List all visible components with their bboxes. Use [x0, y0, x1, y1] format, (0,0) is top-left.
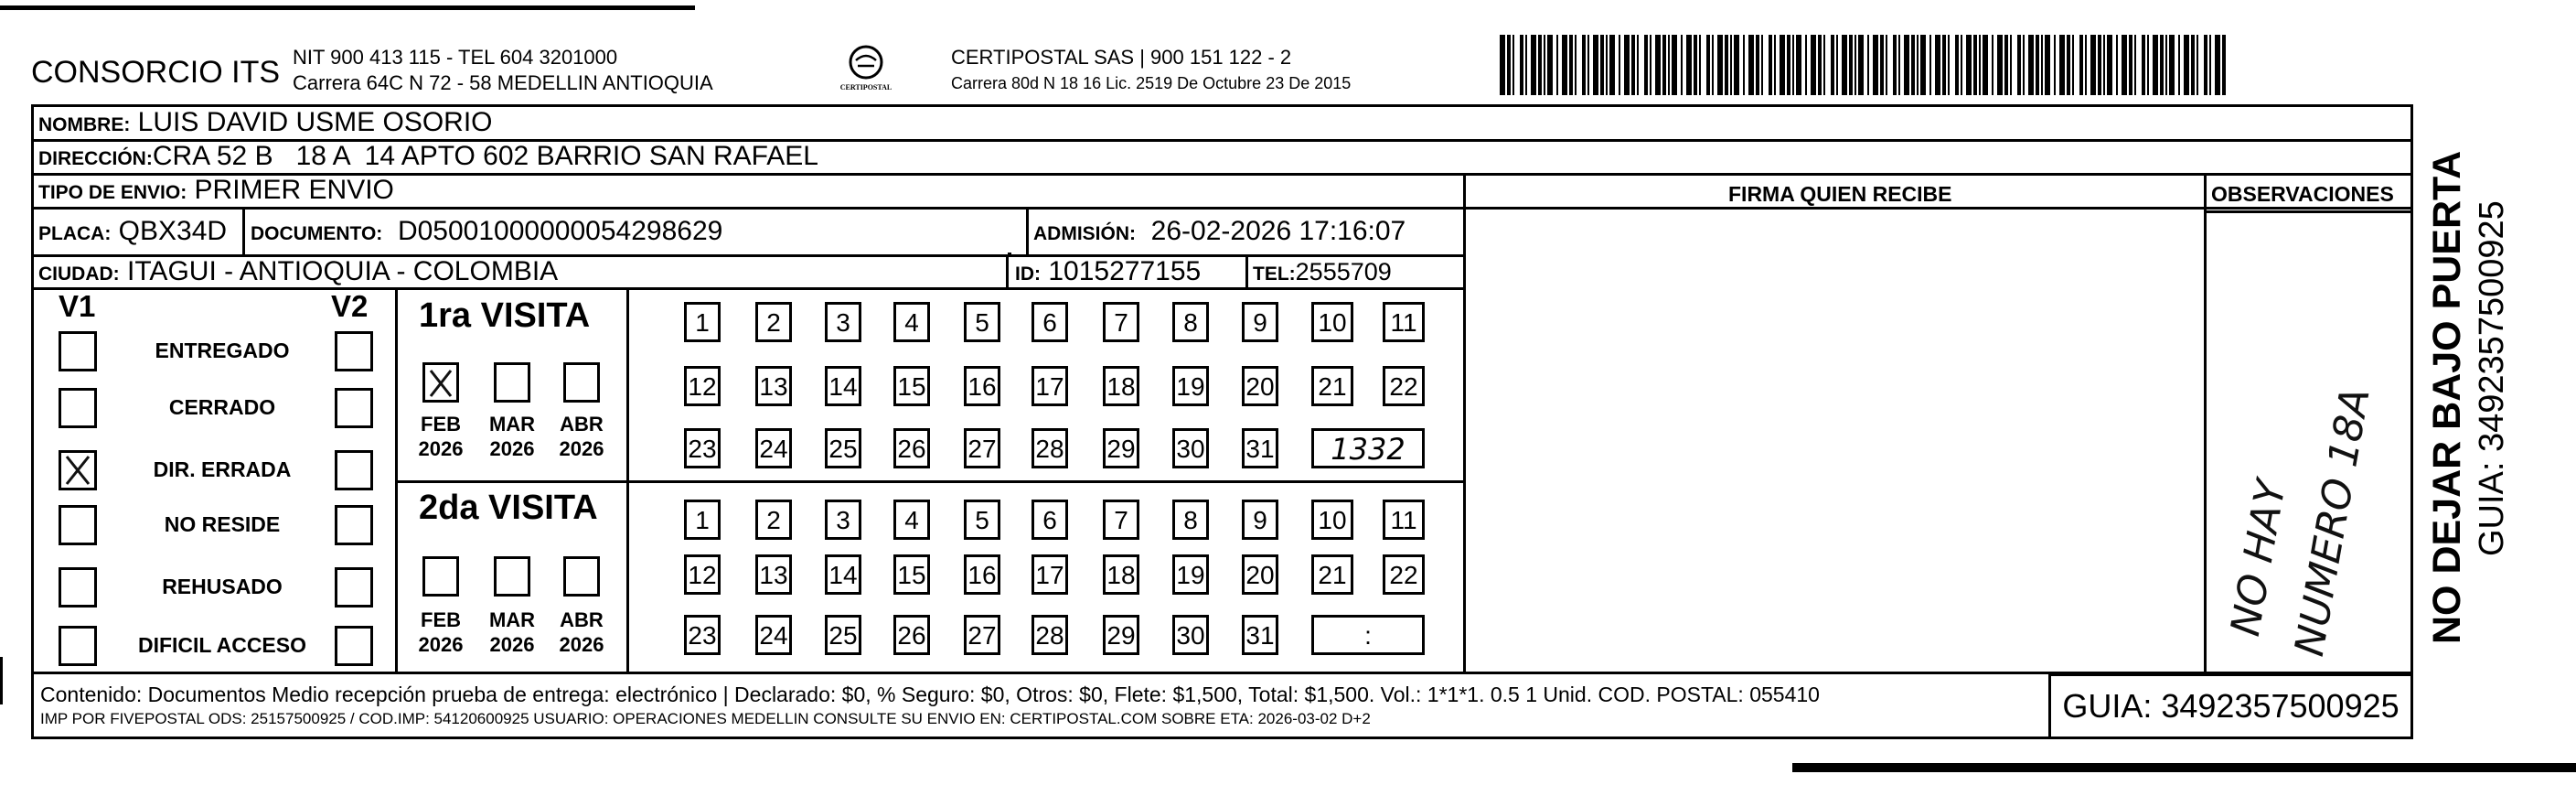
- day-box[interactable]: 16: [964, 366, 1000, 406]
- day-box[interactable]: 16: [964, 554, 1000, 595]
- v1-checkbox[interactable]: [59, 505, 97, 545]
- time-box[interactable]: [1311, 615, 1425, 655]
- day-box[interactable]: 23: [684, 428, 721, 468]
- month-checkbox[interactable]: [494, 362, 530, 403]
- id-label: ID:: [1015, 263, 1041, 285]
- v2-checkbox[interactable]: [335, 567, 373, 608]
- month-label: [485, 608, 540, 657]
- footer-contents: Contenido: Documentos Medio recepción prueba de entrega: electrónico | Declarado: $0, % Seguro: $0, Otros: $0, Flete: $1,500, Total: $1,500. Vol.: 1*1*1. 0.5 1 Unid. COD. POSTAL: 055410: [40, 683, 1820, 706]
- day-box[interactable]: 4: [893, 302, 930, 342]
- time-value: 1332: [1331, 432, 1406, 467]
- day-box[interactable]: 13: [755, 554, 792, 595]
- no-dejar-bajo-puerta: NO DEJAR BAJO PUERTA: [2425, 150, 2469, 644]
- v2-checkbox[interactable]: [335, 388, 373, 428]
- day-box[interactable]: 29: [1103, 428, 1139, 468]
- day-box[interactable]: 14: [825, 366, 861, 406]
- v2-checkbox[interactable]: [335, 450, 373, 490]
- month-label: [554, 412, 609, 461]
- day-box[interactable]: 15: [893, 366, 930, 406]
- day-box[interactable]: 15: [893, 554, 930, 595]
- day-box[interactable]: 3: [825, 500, 861, 540]
- month-name: MAR: [488, 608, 536, 631]
- ciudad-row: [38, 256, 558, 287]
- month-label: [554, 608, 609, 657]
- vrule-id: [1006, 254, 1009, 287]
- ciudad-value: ITAGUI - ANTIOQUIA - COLOMBIA: [127, 256, 559, 286]
- day-box[interactable]: 8: [1172, 500, 1209, 540]
- barcode: [1500, 35, 2228, 95]
- status-label: DIFICIL ACCESO: [137, 633, 306, 657]
- certipostal-nit: CERTIPOSTAL SAS | 900 151 122 - 2: [951, 46, 1292, 69]
- vrule-days: [626, 287, 629, 672]
- direccion-label: DIRECCIÓN:: [38, 148, 153, 169]
- rule-visits: [395, 480, 1465, 483]
- day-box[interactable]: 22: [1383, 554, 1425, 595]
- company-name: CONSORCIO ITS: [31, 55, 281, 90]
- month-name: MAR: [488, 413, 536, 436]
- v1-checkbox[interactable]: [59, 626, 97, 666]
- certipostal-info: [951, 45, 1351, 96]
- day-box[interactable]: 30: [1172, 615, 1209, 655]
- v2-header: V2: [331, 289, 369, 323]
- month-year: 2026: [489, 633, 535, 656]
- month-year: 2026: [559, 437, 604, 460]
- second-visit-title: 2da VISITA: [419, 489, 598, 527]
- v1-checkbox[interactable]: [59, 388, 97, 428]
- v2-checkbox[interactable]: [335, 505, 373, 545]
- nombre-row: [38, 107, 493, 138]
- side-guia: GUIA: 3492357500925: [2473, 200, 2511, 556]
- month-label: [413, 412, 468, 461]
- id-row: [1015, 256, 1201, 287]
- month-name: ABR: [560, 608, 604, 631]
- day-box[interactable]: 9: [1242, 500, 1278, 540]
- status-label: NO RESIDE: [164, 512, 281, 536]
- admision-value: 26-02-2026 17:16:07: [1150, 216, 1406, 246]
- admision-row: [1033, 216, 1406, 247]
- day-box[interactable]: 17: [1031, 554, 1068, 595]
- obs-handwritten-2: NUMERO 18A: [2286, 384, 2379, 660]
- rule-ciudad: [31, 287, 1465, 290]
- tipo-row: [38, 175, 394, 206]
- certipostal-license: Carrera 80d N 18 16 Lic. 2519 De Octubre 23 De 2015: [951, 74, 1352, 92]
- day-box[interactable]: 11: [1383, 302, 1425, 342]
- direccion-value: CRA 52 B 18 A 14 APTO 602 BARRIO SAN RAFAEL: [152, 141, 818, 171]
- month-label: [413, 608, 468, 657]
- day-box[interactable]: 20: [1242, 366, 1278, 406]
- month-year: 2026: [489, 437, 535, 460]
- day-box[interactable]: 25: [825, 428, 861, 468]
- day-box[interactable]: 3: [825, 302, 861, 342]
- placa-row: [38, 216, 227, 247]
- day-box[interactable]: 25: [825, 615, 861, 655]
- v2-checkbox[interactable]: [335, 331, 373, 371]
- month-name: ABR: [560, 413, 604, 436]
- day-box[interactable]: 23: [684, 615, 721, 655]
- observaciones-label: OBSERVACIONES: [2211, 182, 2394, 206]
- tel-value: 2555709: [1295, 258, 1392, 285]
- month-checkbox[interactable]: [494, 556, 530, 597]
- footer-print-info: IMP POR FIVEPOSTAL ODS: 25157500925 / COD.IMP: 54120600925 USUARIO: OPERACIONES MEDELLIN CONSULTE SU ENVIO EN: CERTIPOSTAL.COM SOBRE ETA: 2026-03-02 D+2: [40, 710, 1371, 727]
- nombre-value: LUIS DAVID USME OSORIO: [137, 107, 493, 137]
- vrule-admision: [1026, 207, 1029, 254]
- v1-checkbox[interactable]: [59, 567, 97, 608]
- day-box[interactable]: 13: [755, 366, 792, 406]
- month-year: 2026: [418, 633, 464, 656]
- month-checkbox[interactable]: [563, 556, 600, 597]
- month-name: FEB: [421, 608, 461, 631]
- day-box[interactable]: 9: [1242, 302, 1278, 342]
- day-box[interactable]: 29: [1103, 615, 1139, 655]
- month-year: 2026: [559, 633, 604, 656]
- rule-tipo: [31, 207, 2413, 210]
- day-box[interactable]: 19: [1172, 554, 1209, 595]
- day-box[interactable]: 28: [1031, 428, 1068, 468]
- id-value: 1015277155: [1048, 256, 1202, 286]
- day-box[interactable]: 7: [1103, 302, 1139, 342]
- vrule-tel: [1245, 254, 1248, 287]
- day-box[interactable]: 6: [1031, 500, 1068, 540]
- day-box[interactable]: 19: [1172, 366, 1209, 406]
- time-value: :: [1364, 621, 1372, 650]
- tipo-label: TIPO DE ENVIO:: [38, 182, 187, 203]
- nombre-label: NOMBRE:: [38, 114, 131, 135]
- status-label: ENTREGADO: [155, 339, 290, 362]
- month-year: 2026: [418, 437, 464, 460]
- company-info: [293, 45, 713, 96]
- day-box[interactable]: 31: [1242, 428, 1278, 468]
- admision-label: ADMISIÓN:: [1033, 223, 1136, 244]
- day-box[interactable]: 24: [755, 428, 792, 468]
- left-edge-mark: [0, 657, 3, 704]
- day-box[interactable]: 27: [964, 615, 1000, 655]
- status-label: DIR. ERRADA: [153, 457, 292, 481]
- direccion-row: [38, 141, 818, 172]
- vrule-visits: [395, 287, 398, 672]
- time-box[interactable]: [1311, 428, 1425, 468]
- day-box[interactable]: 22: [1383, 366, 1425, 406]
- v1-checkbox[interactable]: [59, 331, 97, 371]
- day-box[interactable]: 26: [893, 615, 930, 655]
- documento-row: [251, 216, 722, 247]
- day-box[interactable]: 10: [1311, 302, 1353, 342]
- status-label: REHUSADO: [162, 575, 283, 598]
- day-box[interactable]: 12: [684, 366, 721, 406]
- documento-value: D05001000000054298629: [397, 216, 723, 246]
- day-box[interactable]: 2: [755, 302, 792, 342]
- certipostal-logo: [834, 42, 898, 99]
- vrule-firma: [1463, 173, 1466, 674]
- day-box[interactable]: 2: [755, 500, 792, 540]
- vrule-placa: [242, 207, 245, 254]
- tipo-value: PRIMER ENVIO: [194, 175, 394, 205]
- day-box[interactable]: 10: [1311, 500, 1353, 540]
- placa-value: QBX34D: [118, 216, 228, 246]
- day-box[interactable]: 26: [893, 428, 930, 468]
- v2-checkbox[interactable]: [335, 626, 373, 666]
- day-box[interactable]: 21: [1311, 366, 1353, 406]
- status-label: CERRADO: [168, 395, 276, 419]
- day-box[interactable]: 5: [964, 500, 1000, 540]
- top-rule: [0, 5, 695, 10]
- tel-row: [1253, 256, 1392, 287]
- day-box[interactable]: 28: [1031, 615, 1068, 655]
- month-label: [485, 412, 540, 461]
- day-box[interactable]: 1: [684, 500, 721, 540]
- bottom-rule: [1792, 763, 2576, 772]
- day-box[interactable]: 30: [1172, 428, 1209, 468]
- v1-checkbox[interactable]: [59, 450, 97, 490]
- obs-handwritten-1: NO HAY: [2222, 476, 2296, 640]
- day-box[interactable]: 12: [684, 554, 721, 595]
- tel-label: TEL:: [1253, 263, 1296, 285]
- month-name: FEB: [421, 413, 461, 436]
- company-nit: NIT 900 413 115 - TEL 604 3201000: [293, 46, 618, 69]
- day-box[interactable]: 14: [825, 554, 861, 595]
- day-box[interactable]: 18: [1103, 366, 1139, 406]
- day-box[interactable]: 11: [1383, 500, 1425, 540]
- day-box[interactable]: 27: [964, 428, 1000, 468]
- day-box[interactable]: 4: [893, 500, 930, 540]
- day-box[interactable]: 5: [964, 302, 1000, 342]
- month-checkbox[interactable]: [422, 362, 459, 403]
- day-box[interactable]: 24: [755, 615, 792, 655]
- day-box[interactable]: 17: [1031, 366, 1068, 406]
- firma-label: FIRMA QUIEN RECIBE: [1728, 182, 1952, 206]
- day-box[interactable]: 7: [1103, 500, 1139, 540]
- day-box[interactable]: 21: [1311, 554, 1353, 595]
- day-box[interactable]: 6: [1031, 302, 1068, 342]
- placa-label: PLACA:: [38, 223, 112, 244]
- rule-obs: [2204, 210, 2413, 213]
- day-box[interactable]: 20: [1242, 554, 1278, 595]
- documento-label: DOCUMENTO:: [251, 223, 383, 244]
- v1-header: V1: [59, 289, 96, 323]
- month-checkbox[interactable]: [563, 362, 600, 403]
- ciudad-label: CIUDAD:: [38, 263, 120, 285]
- day-box[interactable]: 8: [1172, 302, 1209, 342]
- guia-box: GUIA: 3492357500925: [2048, 673, 2413, 739]
- day-box[interactable]: 1: [684, 302, 721, 342]
- logo-text: CERTIPOSTAL: [839, 83, 893, 91]
- first-visit-title: 1ra VISITA: [419, 296, 591, 335]
- company-address: Carrera 64C N 72 - 58 MEDELLIN ANTIOQUIA: [293, 71, 713, 94]
- day-box[interactable]: 18: [1103, 554, 1139, 595]
- day-box[interactable]: 31: [1242, 615, 1278, 655]
- month-checkbox[interactable]: [422, 556, 459, 597]
- vrule-obs: [2204, 173, 2207, 674]
